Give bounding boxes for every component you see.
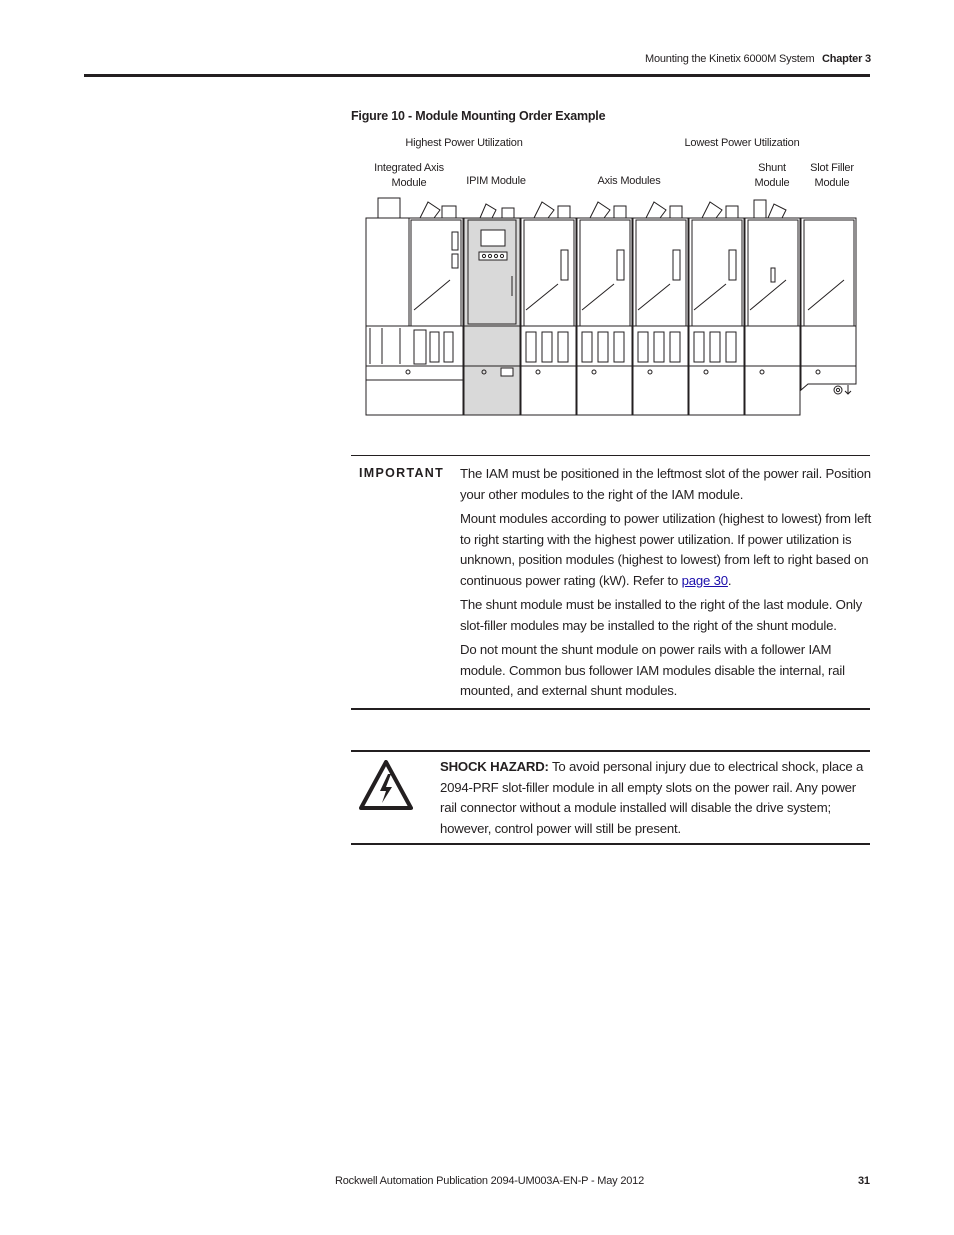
label-axis-modules: Axis Modules — [597, 175, 661, 187]
shunt-module — [745, 200, 800, 415]
shock-hazard-body: To avoid personal injury due to electrical shock, place a 2094-PRF slot-filler module in all empty slots on the power rail. Any power rail connector without a module installed will disable the drive system; however, control power will still be present. — [440, 759, 864, 836]
shock-hazard-label: SHOCK HAZARD: — [440, 759, 549, 774]
shock-hazard-text — [440, 757, 870, 839]
important-paragraph-4: Do not mount the shunt module on power rails with a follower IAM module. Common bus follower IAM modules disable the internal, rail mounted, and external shunt modules. — [460, 642, 845, 698]
running-header-title: Mounting the Kinetix 6000M System — [645, 53, 815, 65]
important-paragraph-3: The shunt module must be installed to the right of the last module. Only slot-filler modules may be installed to the right of the shunt module. — [460, 597, 862, 633]
important-paragraph-1: The IAM must be positioned in the leftmost slot of the power rail. Position your other modules to the right of the IAM module. — [460, 466, 871, 502]
p2-text-before: Mount modules according to power utilization (highest to lowest) from left to right starting with the highest power utilization. If power utilization is unknown, position modules (highest to lowest) from left to right based on continuous power rating (kW). Refer to — [460, 511, 872, 588]
iam-module — [366, 198, 463, 415]
label-slot-line1: Slot Filler — [810, 162, 854, 174]
header-rule — [84, 74, 870, 77]
footer-publication: Rockwell Automation Publication 2094-UM003A-EN-P - May 2012 — [335, 1175, 644, 1187]
label-shunt-module — [746, 161, 798, 191]
label-iam-line1: Integrated Axis — [374, 162, 444, 174]
label-slot-filler-module — [803, 161, 861, 191]
figure-caption: Figure 10 - Module Mounting Order Example — [351, 109, 606, 123]
axis-module-3 — [633, 202, 688, 415]
ipim-module — [464, 204, 520, 415]
label-highest-power: Highest Power Utilization — [405, 137, 523, 149]
label-slot-line2: Module — [814, 177, 850, 189]
p2-text-after: . — [727, 572, 732, 588]
important-paragraph-2 — [460, 509, 872, 591]
label-shunt-line1: Shunt — [758, 162, 786, 174]
axis-module-4 — [689, 202, 744, 415]
shock-top-rule — [351, 750, 870, 752]
shock-bottom-rule — [351, 843, 870, 845]
module-mounting-diagram — [362, 188, 862, 420]
page-30-link[interactable]: page 30 — [681, 572, 728, 588]
page-number: 31 — [858, 1175, 870, 1187]
chapter-label: Chapter 3 — [822, 53, 871, 65]
axis-module-2 — [577, 202, 632, 415]
axis-module-1 — [521, 202, 576, 415]
label-iam-line2: Module — [391, 177, 427, 189]
label-lowest-power: Lowest Power Utilization — [684, 137, 800, 149]
label-ipim-module: IPIM Module — [466, 175, 526, 187]
important-tag: IMPORTANT — [359, 466, 445, 480]
label-shunt-line2: Module — [754, 177, 790, 189]
electrical-hazard-icon — [359, 760, 413, 810]
label-integrated-axis-module — [369, 161, 449, 191]
